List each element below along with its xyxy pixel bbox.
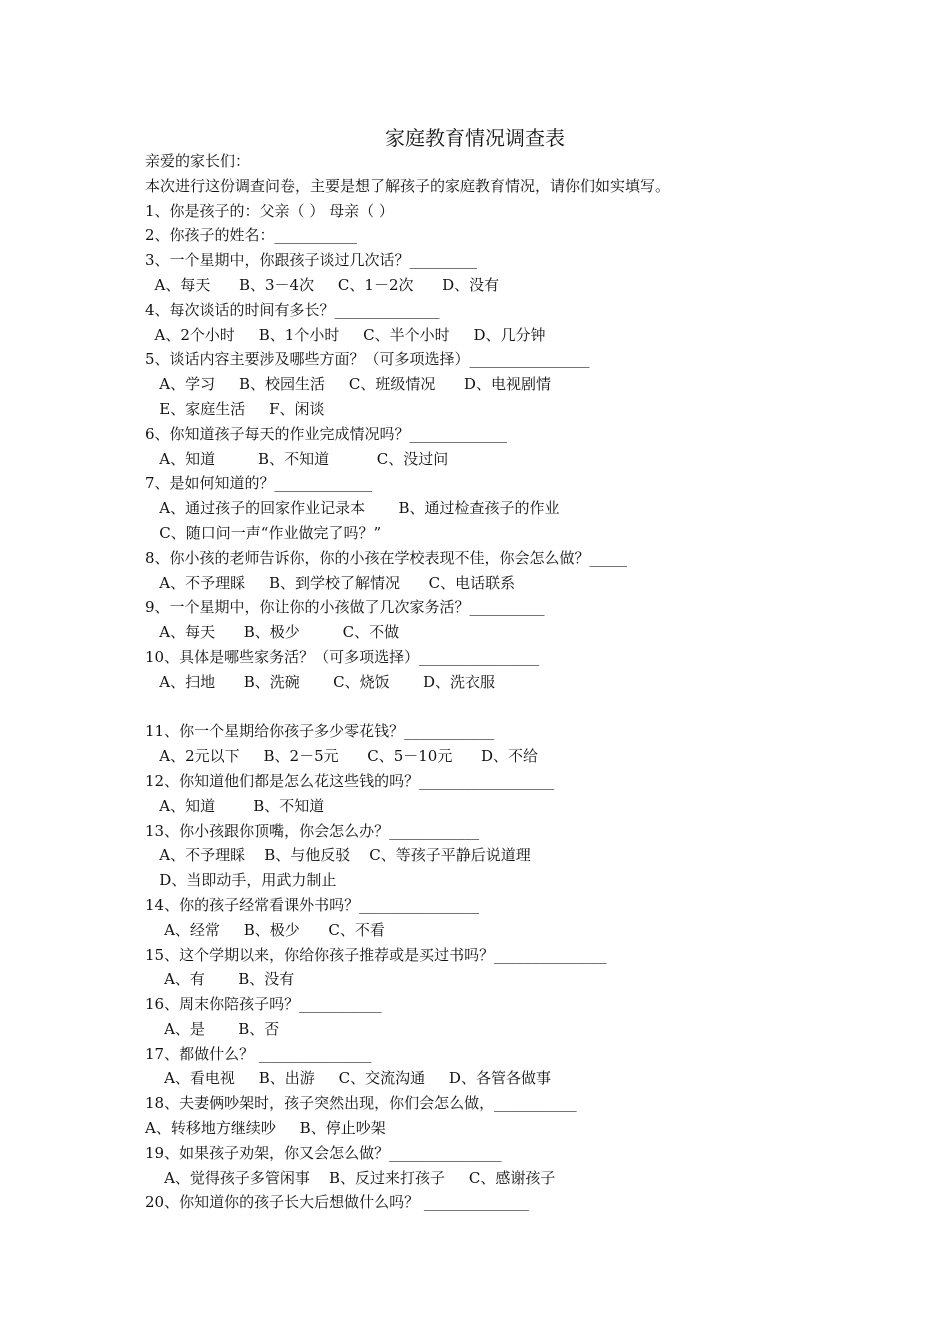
survey-line: 1、你是孩子的：父亲（ ） 母亲（ ） [145, 201, 394, 220]
survey-line: 10、具体是哪些家务活？（可多项选择）________________ [145, 647, 540, 666]
survey-line: 6、你知道孩子每天的作业完成情况吗？_____________ [145, 424, 508, 443]
survey-line: 3、一个星期中，你跟孩子谈过几次话？_________ [145, 251, 478, 270]
survey-line: A、2个小时 B、1个小时 C、半个小时 D、几分钟 [145, 325, 546, 344]
survey-line: 17、都做什么？ _______________ [145, 1044, 372, 1063]
survey-line: 5、谈话内容主要涉及哪些方面？（可多项选择）________________ [145, 350, 590, 369]
survey-line: 9、一个星期中，你让你的小孩做了几次家务活？__________ [145, 598, 545, 617]
survey-line: 7、是如何知道的？_____________ [145, 474, 373, 493]
survey-line: A、每天 B、极少 C、不做 [145, 623, 400, 642]
survey-line: 16、周末你陪孩子吗？___________ [145, 995, 382, 1014]
survey-line: 11、你一个星期给你孩子多少零花钱？____________ [145, 722, 495, 741]
survey-line: A、看电视 B、出游 C、交流沟通 D、各管各做事 [145, 1069, 551, 1088]
survey-line: A、不予理睬 B、到学校了解情况 C、电话联系 [145, 573, 516, 592]
survey-line: A、不予理睬 B、与他反驳 C、等孩子平静后说道理 [145, 846, 531, 865]
survey-line: 8、你小孩的老师告诉你，你的小孩在学校表现不佳，你会怎么做？_____ [145, 548, 628, 567]
survey-line: 12、你知道他们都是怎么花这些钱的吗？__________________ [145, 771, 555, 790]
survey-line: 14、你的孩子经常看课外书吗？________________ [145, 895, 480, 914]
survey-line: D、当即动手，用武力制止 [145, 871, 337, 890]
survey-line: 4、每次谈话的时间有多长？______________ [145, 300, 440, 319]
survey-line: 2、你孩子的姓名：___________ [145, 226, 358, 245]
survey-line: 18、夫妻俩吵架时，孩子突然出现，你们会怎么做，___________ [145, 1094, 577, 1113]
survey-line: 亲爱的家长们： [145, 152, 251, 170]
survey-line: 15、这个学期以来，你给你孩子推荐或是买过书吗？_______________ [145, 945, 607, 964]
blank-line [145, 695, 865, 720]
survey-line: A、知道 B、不知道 C、没过问 [145, 449, 449, 468]
survey-line: A、转移地方继续吵 B、停止吵架 [145, 1119, 386, 1138]
survey-line: A、是 B、否 [145, 1019, 280, 1038]
survey-line: A、觉得孩子多管闲事 B、反过来打孩子 C、感谢孩子 [145, 1168, 556, 1187]
survey-line: 本次进行这份调查问卷，主要是想了解孩子的家庭教育情况，请你们如实填写。 [145, 176, 671, 195]
survey-line: A、知道 B、不知道 [145, 796, 325, 815]
survey-content [145, 149, 865, 1215]
survey-line: A、扫地 B、洗碗 C、烧饭 D、洗衣服 [145, 672, 496, 691]
document-title: 家庭教育情况调查表 [385, 126, 565, 150]
survey-line: A、有 B、没有 [145, 970, 295, 989]
survey-line: 13、你小孩跟你顶嘴，你会怎么办？____________ [145, 821, 480, 840]
survey-line: E、家庭生活 F、闲谈 [145, 399, 325, 418]
survey-line: A、经常 B、极少 C、不看 [145, 920, 385, 939]
survey-line: 20、你知道你的孩子长大后想做什么吗？ ______________ [145, 1193, 529, 1212]
survey-line: A、每天 B、3－4次 C、1－2次 D、没有 [145, 275, 500, 294]
survey-line: C、随口问一声“作业做完了吗？” [145, 523, 382, 542]
survey-line: A、通过孩子的回家作业记录本 B、通过检查孩子的作业 [145, 499, 560, 518]
survey-line: 19、如果孩子劝架，你又会怎么做？_______________ [145, 1143, 502, 1162]
survey-line: A、学习 B、校园生活 C、班级情况 D、电视剧情 [145, 375, 551, 394]
survey-line: A、2元以下 B、2－5元 C、5－10元 D、不给 [145, 747, 538, 766]
